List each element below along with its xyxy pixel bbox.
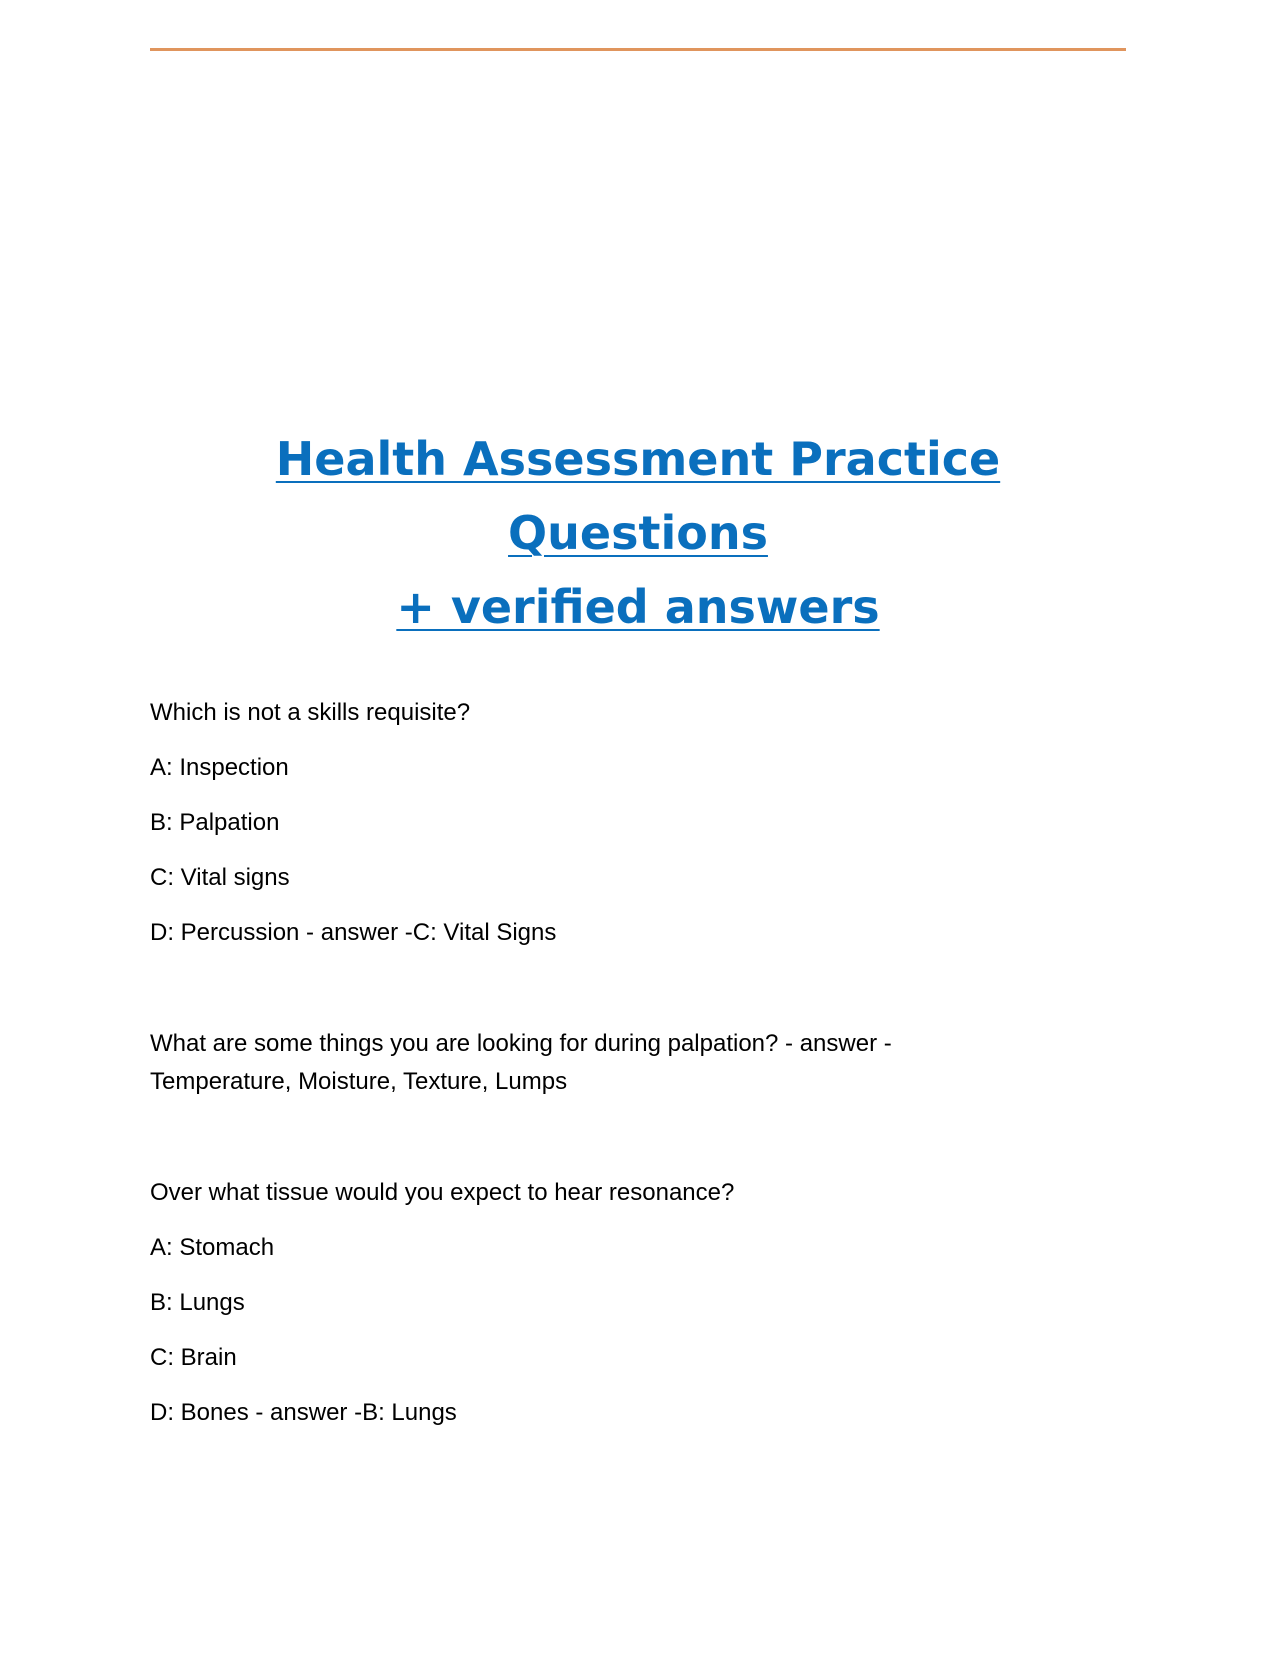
- question-1-option-b: B: Palpation: [150, 809, 280, 836]
- question-1-option-c: C: Vital signs: [150, 864, 290, 891]
- title-line-2: + verified answers: [396, 580, 880, 634]
- header-rule: [150, 48, 1126, 51]
- question-3-option-d-answer: D: Bones - answer -B: Lungs: [150, 1399, 457, 1426]
- page-title: [150, 422, 1126, 644]
- question-2: [150, 1025, 1126, 1101]
- question-3-option-c: C: Brain: [150, 1344, 237, 1371]
- question-3-option-b: B: Lungs: [150, 1289, 245, 1316]
- title-line-1: Health Assessment Practice Questions: [275, 432, 1001, 560]
- question-1-option-d-answer: D: Percussion - answer -C: Vital Signs: [150, 919, 557, 946]
- question-3-prompt: Over what tissue would you expect to hear resonance?: [150, 1179, 735, 1206]
- question-2-answer: Temperature, Moisture, Texture, Lumps: [150, 1068, 568, 1095]
- question-1-option-a: A: Inspection: [150, 754, 289, 781]
- question-3-option-a: A: Stomach: [150, 1234, 275, 1261]
- question-2-prompt: What are some things you are looking for during palpation? - answer -: [150, 1030, 892, 1057]
- question-1-prompt: Which is not a skills requisite?: [150, 699, 471, 726]
- question-1: [150, 694, 1126, 969]
- question-3: [150, 1174, 1126, 1449]
